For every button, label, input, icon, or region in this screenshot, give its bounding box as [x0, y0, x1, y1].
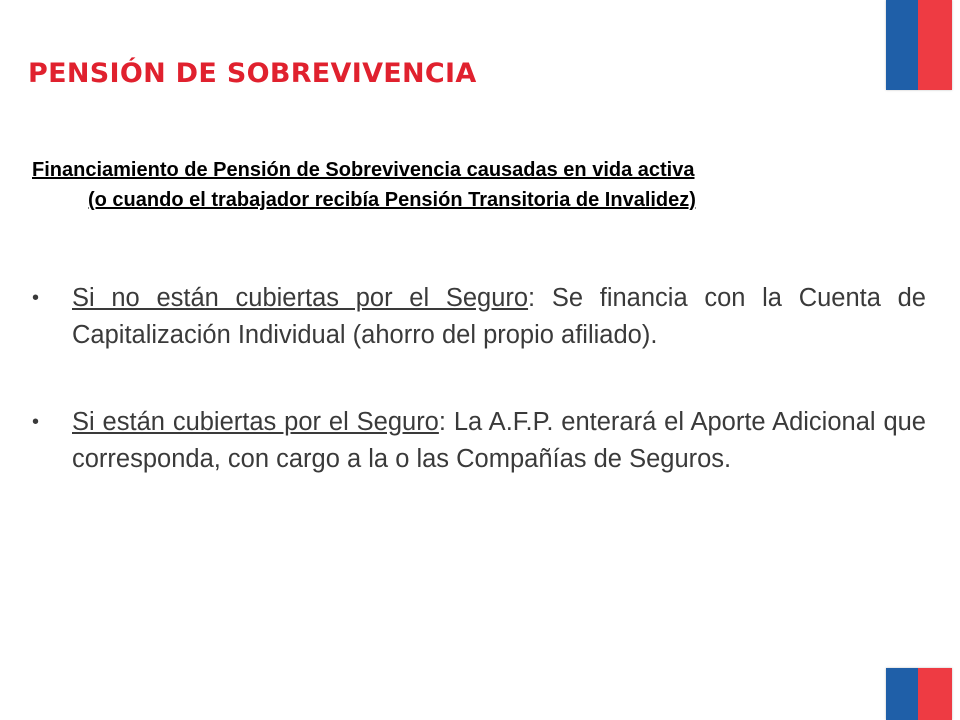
subtitle-line-2: (o cuando el trabajador recibía Pensión Transitoria de Invalidez) — [88, 189, 696, 211]
bullet-list — [30, 280, 926, 478]
flag-red-band — [918, 668, 952, 720]
bullet-icon: • — [32, 411, 40, 433]
bullet-lead: Si no están cubiertas por el Seguro — [72, 284, 529, 312]
chile-flag-stripe-top — [886, 0, 952, 90]
flag-blue-band — [886, 0, 918, 90]
flag-blue-band — [886, 668, 918, 720]
bullet-item — [30, 280, 926, 354]
slide-subtitle — [32, 155, 918, 215]
bullet-text — [72, 280, 926, 354]
bullet-item — [30, 404, 926, 478]
bullet-rest: : Se financia con la Cuenta de Capitalización Individual (ahorro del propio afiliado). — [72, 284, 926, 349]
bullet-text — [72, 404, 926, 478]
bullet-lead: Si están cubiertas por el Seguro — [72, 408, 439, 436]
bullet-rest: : La A.F.P. enterará el Aporte Adicional que corresponda, con cargo a la o las Compañías de Seguros. — [72, 408, 926, 473]
flag-red-band — [918, 0, 952, 90]
bullet-icon: • — [32, 287, 40, 309]
chile-flag-stripe-bottom — [886, 668, 952, 720]
slide-title: PENSIÓN DE SOBREVIVENCIA — [28, 58, 477, 89]
subtitle-line-1: Financiamiento de Pensión de Sobrevivencia causadas en vida activa — [32, 159, 695, 181]
